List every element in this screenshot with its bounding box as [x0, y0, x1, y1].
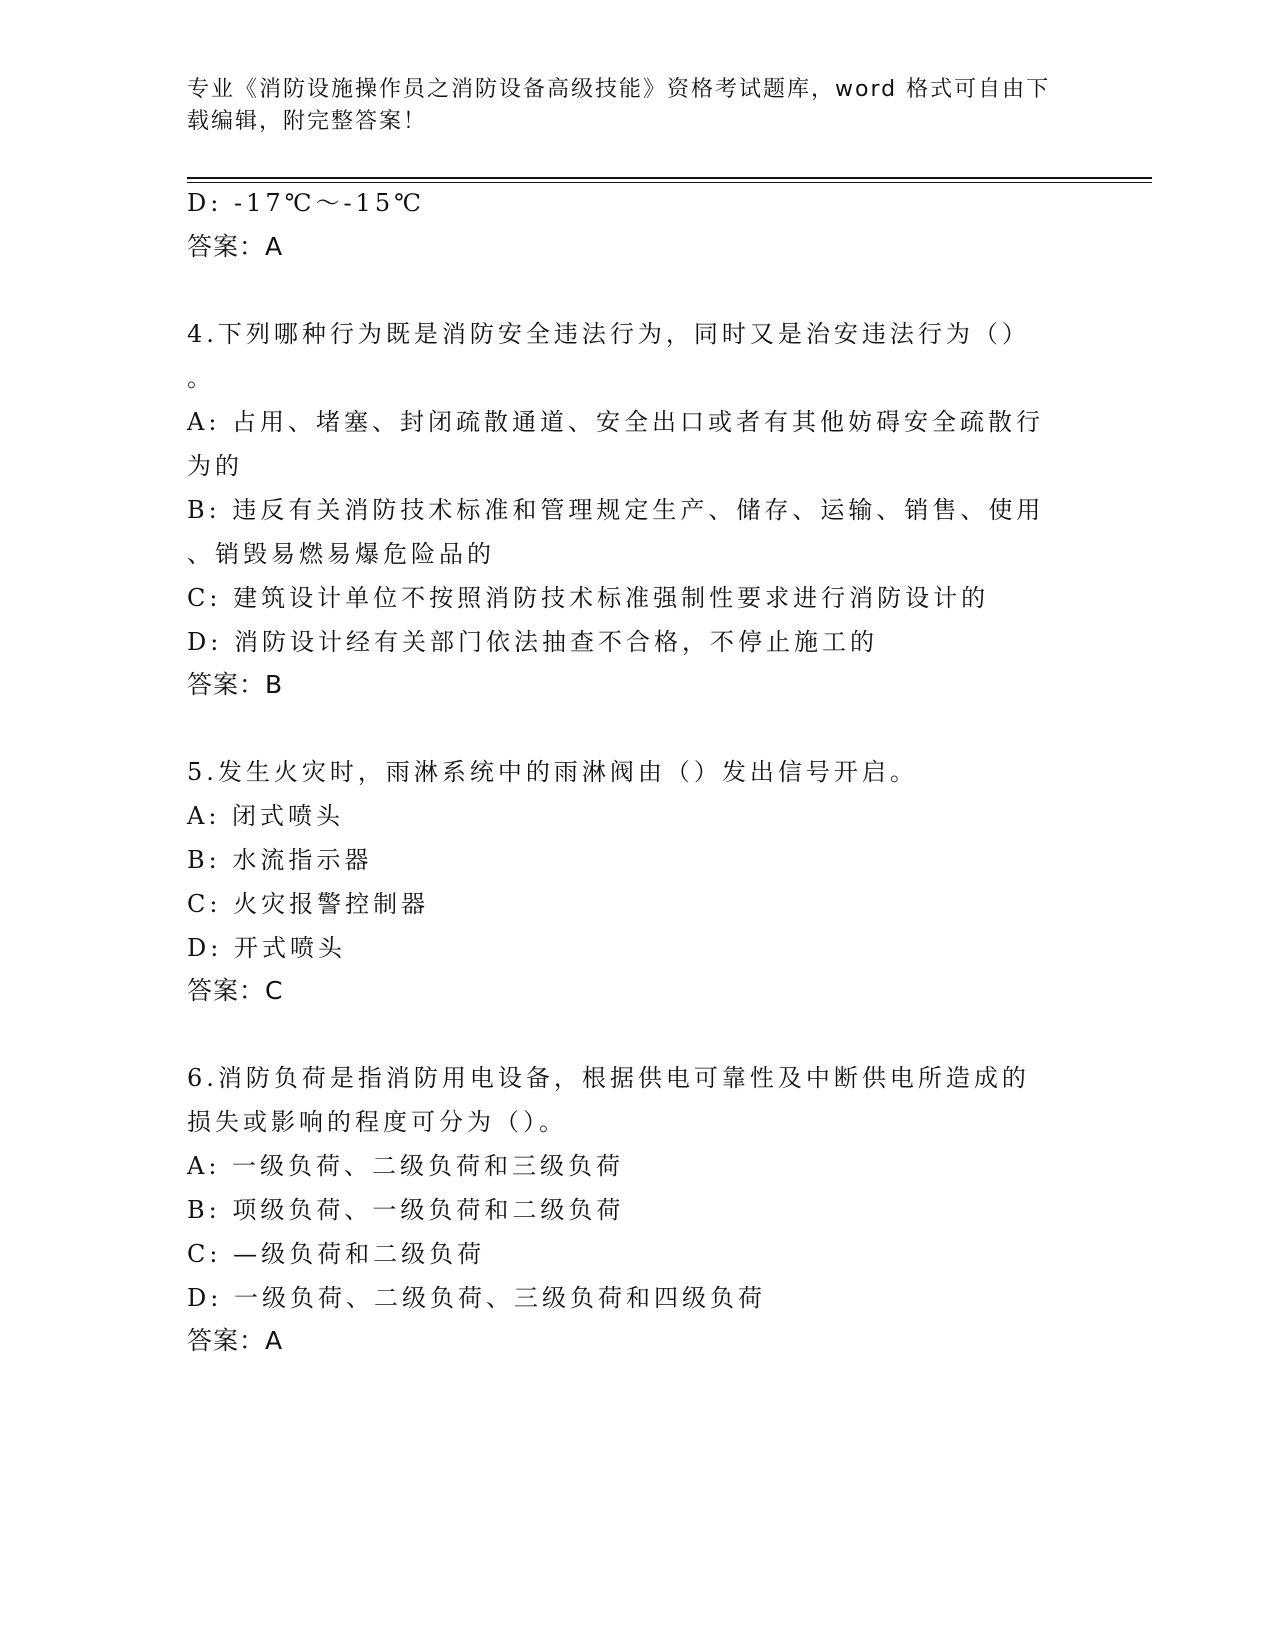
q6-option-b: B: 项级负荷、一级负荷和二级负荷 — [187, 1196, 625, 1224]
q6-option-d: D: 一级负荷、二级负荷、三级负荷和四级负荷 — [187, 1284, 766, 1312]
q5-option-d: D: 开式喷头 — [187, 934, 346, 962]
q4-stem-line-1: 4.下列哪种行为既是消防安全违法行为，同时又是治安违法行为（） — [187, 320, 1030, 348]
q4-option-b-line-1: B: 违反有关消防技术标准和管理规定生产、储存、运输、销售、使用 — [187, 496, 1045, 524]
q4-option-a-line-1: A: 占用、堵塞、封闭疏散通道、安全出口或者有其他妨碍安全疏散行 — [187, 408, 1045, 436]
header-line-2: 载编辑，附完整答案！ — [187, 109, 428, 134]
header-divider-thick — [187, 177, 1152, 179]
q6-answer: 答案：A — [187, 1326, 284, 1355]
q5-stem: 5.发生火灾时，雨淋系统中的雨淋阀由（）发出信号开启。 — [187, 758, 918, 786]
q4-answer: 答案：B — [187, 670, 284, 699]
q3-option-d: D: -17℃～-15℃ — [187, 189, 425, 217]
header-line-1: 专业《消防设施操作员之消防设备高级技能》资格考试题库，word 格式可自由下 — [187, 77, 1051, 102]
q6-option-c: C: —级负荷和二级负荷 — [187, 1240, 486, 1268]
q6-stem-line-1: 6.消防负荷是指消防用电设备，根据供电可靠性及中断供电所造成的 — [187, 1064, 1030, 1092]
q5-option-c: C: 火灾报警控制器 — [187, 890, 430, 918]
q5-option-b: B: 水流指示器 — [187, 846, 373, 874]
q4-option-a-line-2: 为的 — [187, 452, 243, 480]
q5-answer: 答案：C — [187, 976, 284, 1005]
header-divider-thin — [187, 182, 1152, 183]
q5-option-a: A: 闭式喷头 — [187, 802, 345, 830]
q6-option-a: A: 一级负荷、二级负荷和三级负荷 — [187, 1152, 625, 1180]
document-header — [187, 74, 1087, 138]
q4-option-c: C: 建筑设计单位不按照消防技术标准强制性要求进行消防设计的 — [187, 584, 990, 612]
q6-stem-line-2: 损失或影响的程度可分为（）。 — [187, 1108, 567, 1136]
q4-option-b-line-2: 、销毁易燃易爆危险品的 — [187, 540, 495, 568]
q4-stem-line-2: 。 — [187, 364, 215, 392]
q3-answer: 答案：A — [187, 232, 284, 261]
q4-option-d: D: 消防设计经有关部门依法抽查不合格，不停止施工的 — [187, 628, 878, 656]
